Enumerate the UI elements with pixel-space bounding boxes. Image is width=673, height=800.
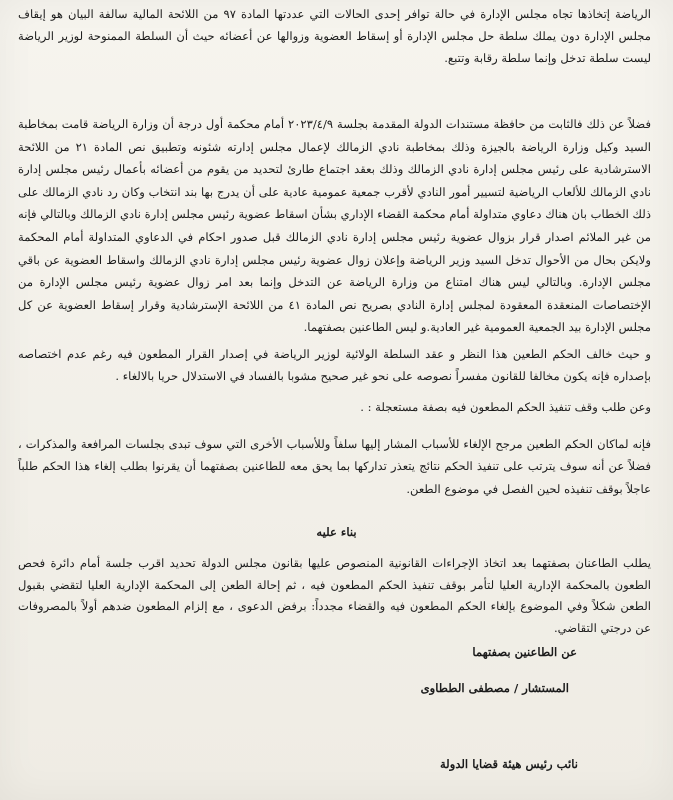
paragraph-1: الرياضة إتخاذها تجاه مجلس الإدارة في حالة توافر إحدى الحالات التي عددتها المادة ٩٧ من اللائحة المالية سالفة البيان هو إيقاف مجلس الإدارة دون يملك سلطة حل مجلس الإدارة أو إسقاط العضوية وزوالها عن أعضائه حيث أن السلطة الممنوحة لوزير الرياضة ليست سلطة تدخل وإنما سلطة رقابة وتتبع. [18,7,651,65]
signature-line-1: عن الطاعنين بصفتهما [472,645,577,659]
paragraph-5: فإنه لماكان الحكم الطعين مرجح الإلغاء للأسباب المشار إليها سلفاً وللأسباب الأخرى التي سوف تبدى بجلسات المرافعة والمذكرات ، فضلاً عن أنه سوف يترتب على تنفيذ الحكم نتائج يتعذر تداركها بما يحق معه للطاعنين بصفتهما أن يقرنوا بطلب إلغاء هذا الحكم طلباً عاجلاً بوقف تنفيذه لحين الفصل في موضوع الطعن. [18,437,651,496]
signature-line-3: نائب رئيس هيئة قضايا الدولة [439,757,578,771]
section-heading: بناء عليه [316,525,357,539]
paragraph-4: وعن طلب وقف تنفيذ الحكم المطعون فيه بصفة مستعجلة : . [360,400,651,414]
paragraph-2: فضلاً عن ذلك فالثابت من حافظة مستندات الدولة المقدمة بجلسة ٢٠٢٣/٤/٩ أمام محكمة أول درجة أن وزارة الرياضة قامت بمخاطبة السيد وكيل وزارة الرياضة بالجيزة وذلك بمخاطبة نادي الزمالك لإعمال مجلس إدارته شئونه وتطبيق نص المادة ٢١ من اللائحة الاسترشادية على رئيس مجلس إدارة نادي الزمالك وذلك بعقد اجتماع طارئ لتحديد من يقوم من أعضائه بأعمال رئيس مجلس إدارة نادي الزمالك للألعاب الرياضية لتسيير أمور النادي لأقرب جمعية عمومية عادية على أن يدرج بها بند انتخاب وكان رد نادي الزمالك على ذلك الخطاب بان هناك دعاوي متداولة أمام محكمة القضاء الإداري بشأن اسقاط عضوية رئيس مجلس إدارة نادي الزمالك وبالتالي فإنه من غير الملائم اصدار قرار بزوال عضوية رئيس مجلس إدارة نادي الزمالك قبل صدور احكام في الدعاوي المتداولة أمام المحكمة ولايكن بحال من الأحوال تدخل السيد وزير الرياضة وإعلان زوال عضوية رئيس مجلس إدارة نادي الزمالك واسقاط العضوية عن باقي مجلس الإدارة. وبالتالي ليس هناك امتناع من وزارة الرياضة عن التدخل وإنما بعد امر زوال عضوية رئيس مجلس الإدارة من الإختصاصات المنعقدة المعقودة لمجلس إدارة النادي بصريح نص المادة ٤١ من اللائحة الإسترشادية وقرار إسقاط العضوية عن كل مجلس الإدارة بيد الجمعية العمومية غير العادية.و ليس الطاعنين بصفتهما. [18,117,651,335]
paragraph-3: و حيث خالف الحكم الطعين هذا النظر و عقد السلطة الولائية لوزير الرياضة في إصدار القرار المطعون فيه رغم عدم اختصاصه بإصداره فإنه يكون مخالفا للقانون مفسراً نصوصه على نحو غير صحيح مشوبا بالفساد في الاستدلال حريا بالالغاء . [18,347,651,383]
signature-line-2: المستشار / مصطفى الططاوى [420,681,569,695]
paragraph-6: يطلب الطاعنان بصفتهما بعد اتخاذ الإجراءات القانونية المنصوص عليها بقانون مجلس الدولة تحديد اقرب جلسة أمام دائرة فحص الطعون بالمحكمة الإدارية العليا لتأمر بوقف تنفيذ الحكم المطعون فيه ، ثم إحالة الطعن إلى المحكمة الإدارية العليا لتقضي بقبول الطعن شكلاً وفي الموضوع بإلغاء الحكم المطعون فيه والقضاء مجدداً: برفض الدعوى ، مع إلزام المطعون ضدهم أولاً بالمصروفات عن درجتي التقاضي. [18,556,651,635]
